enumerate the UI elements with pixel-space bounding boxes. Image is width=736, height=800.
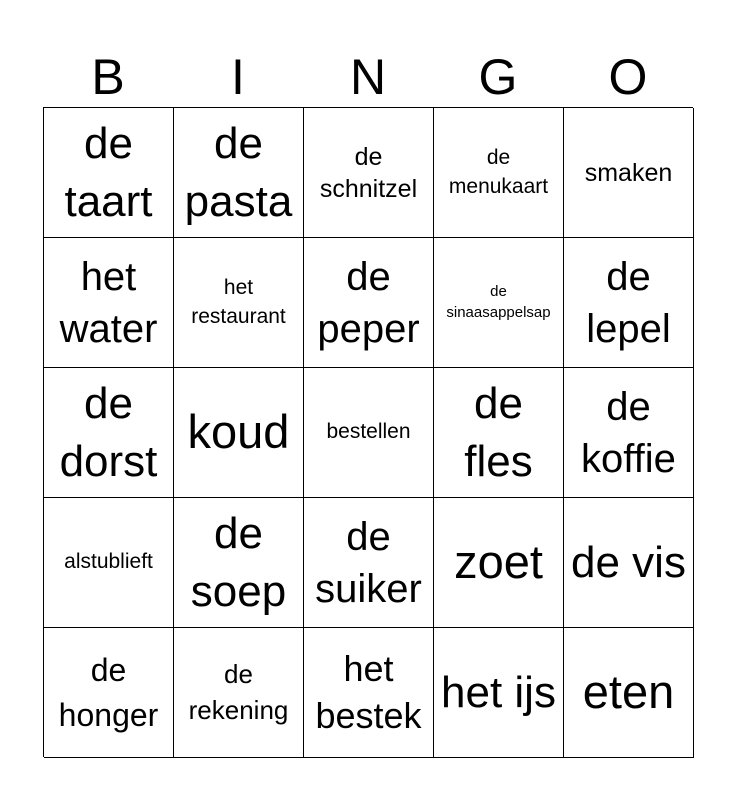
bingo-cell[interactable] — [564, 238, 694, 368]
bingo-cell[interactable] — [44, 368, 174, 498]
bingo-cell[interactable] — [174, 368, 304, 498]
cell-text: de sinaasappelsap — [446, 283, 551, 321]
header-letter-b: B — [91, 49, 125, 105]
cell-text: de dorst — [59, 379, 158, 486]
header-letter-o: O — [608, 49, 648, 105]
cell-text: de soep — [190, 509, 287, 616]
cell-text: de vis — [571, 537, 686, 587]
cell-text: het restaurant — [191, 276, 286, 328]
bingo-cell[interactable] — [304, 628, 434, 758]
bingo-cell[interactable] — [434, 498, 564, 628]
header-letter-n: N — [349, 49, 387, 105]
header-letter-g: G — [478, 49, 518, 105]
cell-text: de menukaart — [448, 146, 549, 198]
cell-text: bestellen — [326, 420, 411, 444]
cell-text: zoet — [454, 535, 543, 589]
bingo-cell[interactable] — [304, 368, 434, 498]
bingo-grid — [43, 107, 693, 757]
bingo-cell[interactable] — [44, 238, 174, 368]
bingo-cell[interactable] — [174, 498, 304, 628]
bingo-cell[interactable] — [434, 108, 564, 238]
bingo-header — [43, 44, 693, 108]
cell-text: de lepel — [586, 254, 671, 351]
cell-text: de koffie — [581, 384, 676, 481]
bingo-cell[interactable] — [304, 108, 434, 238]
cell-text: eten — [582, 665, 675, 719]
bingo-cell[interactable] — [174, 628, 304, 758]
cell-text: de suiker — [315, 514, 422, 611]
bingo-cell[interactable] — [44, 108, 174, 238]
header-letter-i: I — [231, 49, 245, 105]
bingo-cell[interactable] — [564, 628, 694, 758]
cell-text: alstublieft — [64, 550, 153, 574]
cell-text: de fles — [464, 379, 533, 486]
bingo-cell[interactable] — [434, 368, 564, 498]
cell-text: de rekening — [188, 659, 289, 725]
cell-text: het water — [59, 254, 158, 351]
cell-text: de honger — [58, 651, 159, 733]
bingo-cell[interactable] — [44, 628, 174, 758]
cell-text: het ijs — [441, 667, 556, 717]
cell-text: smaken — [584, 158, 673, 187]
bingo-cell[interactable] — [304, 238, 434, 368]
bingo-cell[interactable] — [434, 238, 564, 368]
bingo-cell[interactable] — [44, 498, 174, 628]
bingo-cell[interactable] — [564, 108, 694, 238]
bingo-cell[interactable] — [174, 108, 304, 238]
cell-text: het bestek — [315, 647, 422, 736]
cell-text: de schnitzel — [319, 142, 418, 203]
bingo-cell[interactable] — [564, 498, 694, 628]
cell-text: koud — [187, 405, 290, 459]
cell-text: de taart — [64, 119, 153, 226]
bingo-cell[interactable] — [564, 368, 694, 498]
cell-text: de peper — [317, 254, 420, 351]
bingo-cell[interactable] — [174, 238, 304, 368]
cell-text: de pasta — [184, 119, 293, 226]
bingo-cell[interactable] — [304, 498, 434, 628]
bingo-cell[interactable] — [434, 628, 564, 758]
